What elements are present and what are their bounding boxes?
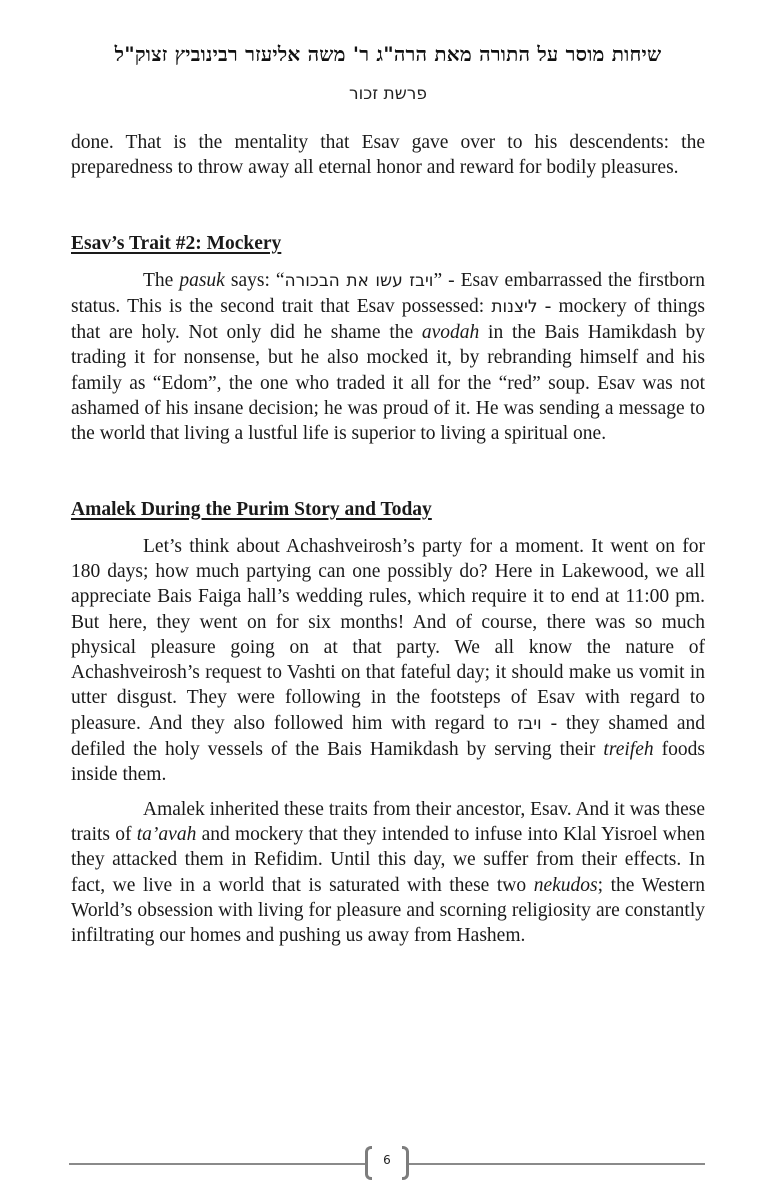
intro-paragraph: done. That is the mentality that Esav gave over to his descendents: the preparedness to throw away all eternal honor and reward for bodily pleasures. — [71, 132, 705, 179]
footer-rule-right — [409, 1163, 705, 1165]
term-pasuk: pasuk — [179, 269, 225, 291]
right-brace-icon — [402, 1146, 409, 1180]
left-brace-icon — [365, 1146, 372, 1180]
parsha-title: פרשת זכור — [349, 84, 427, 104]
section-heading-amalek: Amalek During the Purim Story and Today — [71, 498, 432, 520]
running-header — [0, 40, 776, 106]
page-number: 6 — [383, 1153, 391, 1167]
page-body — [71, 130, 705, 948]
page-footer — [69, 1144, 705, 1184]
term-treifeh: treifeh — [603, 739, 654, 761]
paragraph-amalek-traits: Amalek inherited these traits from their ancestor, Esav. And it was these traits of ta’avah and mockery that they intended to infuse into Klal Yisroel when they attacked them in Refidim. Until this day, we suffer from their effects. In fact, we live in a world that is saturated with these two nekudos; the Western World’s obsession with living for pleasure and scorning religiosity are constantly infiltrating our homes and pushing us away from Hashem. — [71, 798, 706, 947]
hebrew-quote: ויבז עשו את הבכורה — [284, 270, 434, 291]
paragraph-achashveirosh: Let’s think about Achashveirosh’s party for a moment. It went on for 180 days; how much partying can one possibly do? Here in Lakewood, we all appreciate Bais Faiga hall’s wedding rules, which require it to end at 11:00 pm. But here, they went on for six months! And of course, there was so much physical pleasure going on at that party. We all know the nature of Achashveirosh’s request to Vashti on that fateful day; it should make us vomit in utter disgust. They were following in the footsteps of Esav with regard to pleasure. And they also followed him with regard to ויבז - they shamed and defiled the holy vessels of the Bais Hamikdash by serving their treifeh foods inside them. — [71, 535, 705, 786]
book-title: שיחות מוסר על התורה מאת הרה"ג ר' משה אליעזר רבינוביץ זצוק"ל — [114, 42, 662, 66]
hebrew-word: ויבז — [517, 713, 542, 734]
paragraph-mockery: The pasuk says: “ויבז עשו את הבכורה” - Esav embarrassed the firstborn status. This is the second trait that Esav possessed: ליצנות - mockery of things that are holy. Not only did he shame the avodah in the Bais Hamikdash by trading it for nonsense, but he also mocked it, by rebranding himself and his family as “Edom”, the one who traded it all for the “red” soup. Esav was not ashamed of his insane decision; he was proud of it. He was sending a message to the world that living a lustful life is superior to living a spiritual one. — [71, 269, 706, 445]
section-heading-mockery: Esav’s Trait #2: Mockery — [71, 232, 282, 254]
term-taavah: ta’avah — [136, 823, 197, 845]
footer-rule-left — [69, 1163, 365, 1165]
term-nekudos: nekudos — [533, 874, 598, 896]
hebrew-trait: ליצנות — [491, 296, 538, 317]
term-avodah: avodah — [421, 322, 480, 344]
